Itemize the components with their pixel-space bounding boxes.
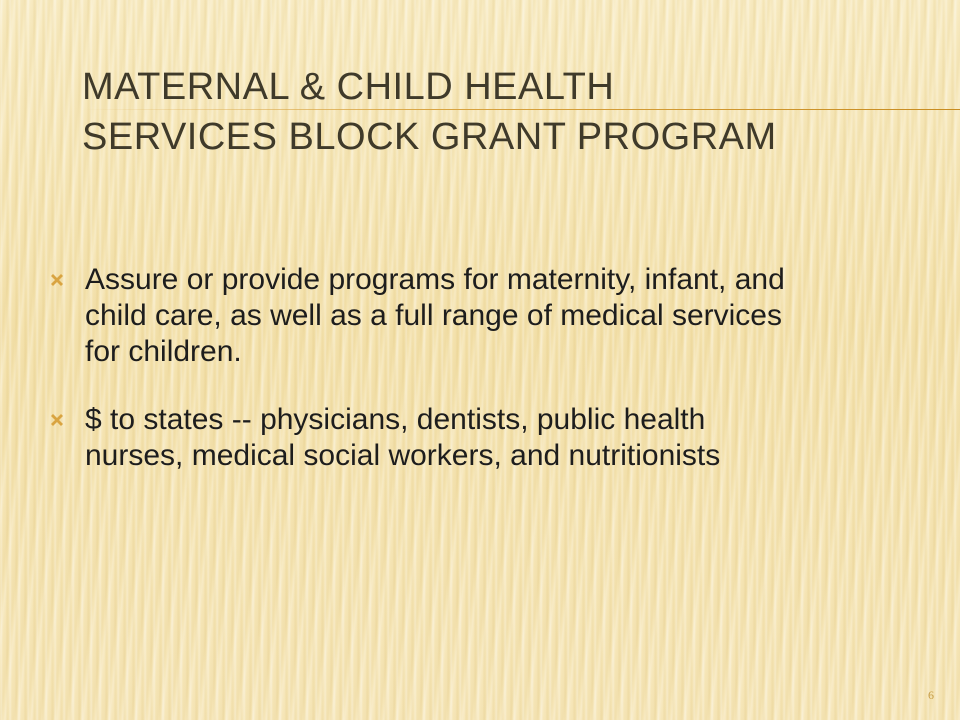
slide-title-line: MATERNAL & CHILD HEALTH [82, 66, 615, 108]
page-number: 6 [928, 688, 934, 702]
bullet-item [48, 402, 808, 474]
title-underline [82, 109, 960, 110]
bullet-text: Assure or provide programs for maternity, infant, and child care, as well as a full range of medical services for children. [85, 263, 785, 368]
bullet-item [48, 262, 808, 370]
slide-title [82, 62, 902, 162]
bullet-list [48, 262, 808, 506]
slide-title-line: SERVICES BLOCK GRANT PROGRAM [82, 116, 777, 158]
bullet-text: $ to states -- physicians, dentists, public health nurses, medical social workers, and nutritionists [85, 403, 721, 472]
x-bullet-icon [48, 271, 66, 289]
x-bullet-icon [48, 411, 66, 429]
